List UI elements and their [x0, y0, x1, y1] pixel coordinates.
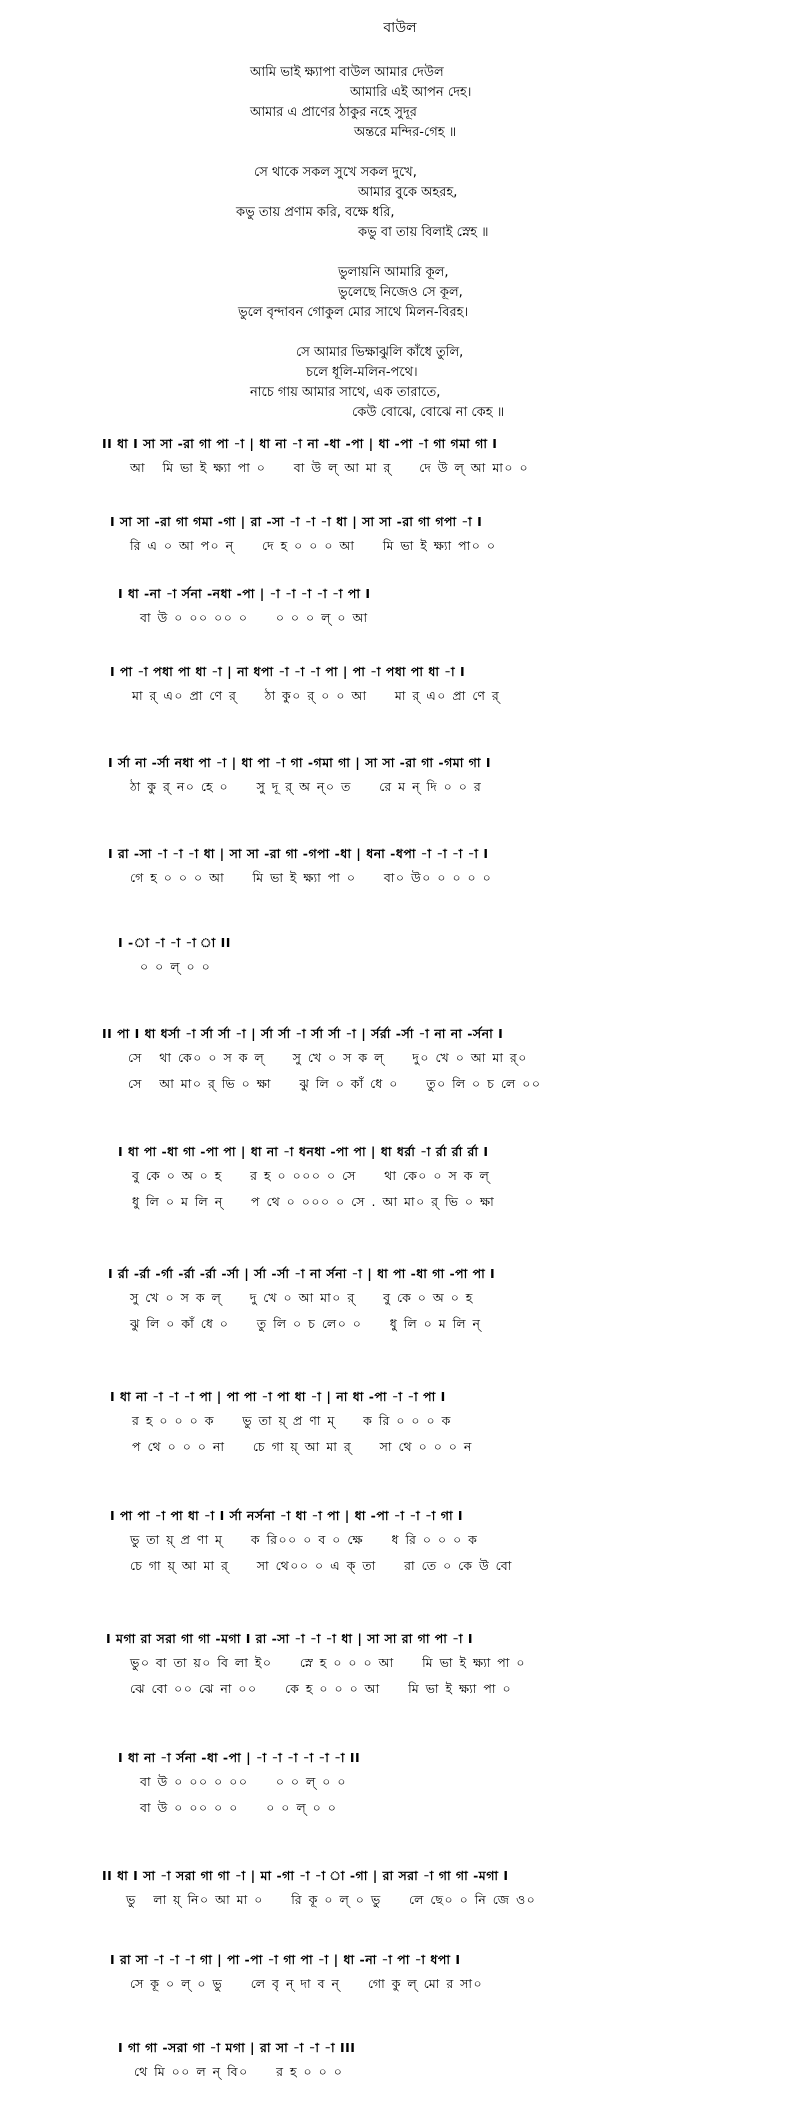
- poem-line: কেউ বোঝে, বোঝে না কেহ ॥: [352, 405, 505, 420]
- notation-notes: I মগা রা সরা গা গা -মগা I রা -সা -া -া -া ধা | সা সা রা গা পা -া I: [106, 1631, 474, 1646]
- notation-lyrics: থে মি ০০ ল ন্ বি০ র হ ০ ০ ০: [134, 2064, 344, 2079]
- notation-lyrics: ০ ০ ল্ ০ ০: [140, 959, 212, 974]
- notation-lyrics: সে থা কে০ ০ স ক ল্ সু খে ০ স ক ল্ দু০ খে ০ আ মা র্০: [128, 1050, 528, 1065]
- notation-lyrics: আ মি ভা ই ক্ষ্যা পা ০ বা উ ল্ আ মা র্ দে উ ল্ আ মা০ ০: [130, 460, 530, 475]
- poem-line: ভুলেছে নিজেও সে কূল,: [338, 285, 463, 300]
- poem-line: আমি ভাই ক্ষ্যাপা বাউল আমার দেউল: [250, 65, 444, 80]
- notation-notes: I রা সা -া -া -া গা | পা -পা -া গা পা -া | ধা -না -া পা -া ধপা I: [110, 1952, 461, 1967]
- notation-lyrics: র হ ০ ০ ০ ক ভু তা য়্ প্র ণা ম্ ক রি ০ ০ ০ ক: [132, 1413, 452, 1428]
- notation-lyrics: ঠা কু র্ ন০ হে ০ সু দূ র্ অ ন্০ ত রে ম ন্ দি ০ ০ র: [130, 779, 483, 794]
- poem-line: আমারি এই আপন দেহ।: [350, 85, 472, 100]
- notation-lyrics: প থে ০ ০ ০ না চে গা য়্ আ মা র্ সা থে ০ ০ ০ ন: [132, 1439, 473, 1454]
- poem-line: আমার বুকে অহরহ,: [358, 185, 458, 200]
- poem-line: সে আমার ভিক্ষাঝুলি কাঁধে তুলি,: [296, 345, 464, 360]
- notation-lyrics: বু কে ০ অ ০ হ র হ ০ ০০০ ০ সে থা কে০ ০ স ক ল্: [132, 1168, 491, 1183]
- poem-line: ভুলায়নি আমারি কূল,: [338, 265, 449, 280]
- notation-notes: I ধা পা -ধা গা -পা পা | ধা না -া ধনধা -পা পা | ধা ধর্রা -া র্রা র্রা র্রা I: [118, 1144, 489, 1159]
- poem-line: সে থাকে সকল সুখে সকল দুখে,: [254, 165, 417, 180]
- notation-lyrics: সে কূ ০ ল্ ০ ভু লে বৃ ন্ দা ব ন্ গো কু ল্ মো র সা০: [130, 1976, 484, 1991]
- notation-lyrics: বা উ ০ ০০ ০ ০০ ০ ০ ল্ ০ ০: [140, 1774, 348, 1789]
- poem-line: নাচে গায় আমার সাথে, এক তারাতে,: [250, 385, 441, 400]
- notation-notes: I পা পা -া পা ধা -া I র্সা নর্সনা -া ধা -া পা | ধা -পা -া -া -া গা I: [110, 1508, 464, 1523]
- notation-lyrics: ভু লা য়্ নি০ আ মা ০ রি কূ ০ ল্ ০ ভু লে ছে০ ০ নি জে ও০: [126, 1892, 537, 1907]
- poem-line: আমার এ প্রাণের ঠাকুর নহে সুদূর: [250, 105, 417, 120]
- poem-line: ভুলে বৃন্দাবন গোকুল মোর সাথে মিলন-বিরহ।: [238, 305, 469, 320]
- notation-notes: II ধা I সা -া সরা গা গা -া | মা -গা -া -া া -গা | রা সরা -া গা গা -মগা I: [102, 1868, 509, 1883]
- notation-notes: I রা -সা -া -া -া ধা | সা সা -রা গা -গপা -ধা | ধনা -ধপা -া -া -া -া I: [108, 846, 489, 861]
- notation-lyrics: সু খে ০ স ক ল্ দু খে ০ আ মা০ র্ বু কে ০ অ ০ হ: [130, 1290, 474, 1305]
- notation-lyrics: মা র্ এ০ প্রা ণে র্ ঠা কু০ র্ ০ ০ আ মা র্ এ০ প্রা ণে র্: [132, 688, 501, 703]
- notation-notes: I -া -া -া -া া II: [118, 935, 231, 950]
- notation-lyrics: ঝে বো ০০ ঝে না ০০ কে হ ০ ০ ০ আ মি ভা ই ক্ষ্যা পা ০: [130, 1681, 513, 1696]
- notation-lyrics: সে আ মা০ র্ ভি ০ ক্ষা ঝু লি ০ কাঁ ধে ০ তু০ লি ০ চ লে ০০: [128, 1076, 542, 1091]
- poem-line: কভু বা তায় বিলাই স্নেহ ॥: [358, 225, 489, 240]
- notation-lyrics: বা উ ০ ০০ ০০ ০ ০ ০ ০ ল্ ০ আ: [140, 610, 369, 625]
- notation-lyrics: ঝু লি ০ কাঁ ধে ০ তু লি ০ চ লে০ ০ ধু লি ০ ম লি ন্: [130, 1316, 482, 1331]
- notation-notes: I সা সা -রা গা গমা -গা | রা -সা -া -া -া ধা | সা সা -রা গা গপা -া I: [110, 514, 483, 529]
- notation-lyrics: ভু০ বা তা য়০ বি লা ই০ স্নে হ ০ ০ ০ আ মি ভা ই ক্ষ্যা পা ০: [130, 1655, 527, 1670]
- notation-notes: I র্সা না -র্সা নধা পা -া | ধা পা -া গা -গমা গা | সা সা -রা গা -গমা গা I: [108, 755, 491, 770]
- notation-lyrics: গে হ ০ ০ ০ আ মি ভা ই ক্ষ্যা পা ০ বা০ উ০ ০ ০ ০ ০: [130, 870, 493, 885]
- notation-notes: I পা -া পধা পা ধা -া | না ধপা -া -া -া পা | পা -া পধা পা ধা -া I: [110, 664, 466, 679]
- notation-notes: I ধা না -া -া -া পা | পা পা -া পা ধা -া | না ধা -পা -া -া পা I: [110, 1389, 446, 1404]
- poem-line: অন্তরে মন্দির-গেহ ॥: [354, 125, 457, 140]
- poem-line: কভু তায় প্রণাম করি, বক্ষে ধরি,: [236, 205, 395, 220]
- notation-notes: I গা গা -সরা গা -া মগা | রা সা -া -া -া III: [118, 2040, 356, 2055]
- notation-notes: I ধা না -া র্সনা -ধা -পা | -া -া -া -া -া -া II: [118, 1750, 361, 1765]
- notation-notes: I ধা -না -া র্সনা -নধা -পা | -া -া -া -া -া পা I: [118, 586, 371, 601]
- notation-lyrics: বা উ ০ ০০ ০ ০ ০ ০ ল্ ০ ০: [140, 1800, 338, 1815]
- notation-lyrics: ভু তা য়্ প্র ণা ম্ ক রি০০ ০ ব ০ ক্ষে ধ রি ০ ০ ০ ক: [130, 1532, 479, 1547]
- notation-notes: II পা I ধা ধর্সা -া র্সা র্সা -া | র্সা র্সা -া র্সা র্সা -া | র্সর্রা -র্সা -া না না -র্সনা I: [102, 1026, 504, 1041]
- notation-notes: II ধা I সা সা -রা গা পা -া | ধা না -া না -ধা -পা | ধা -পা -া গা গমা গা I: [102, 436, 498, 451]
- notation-lyrics: চে গা য়্ আ মা র্ সা থে০০ ০ এ ক্ তা রা তে ০ কে উ বো: [130, 1558, 513, 1573]
- poem-line: চলে ধূলি-মলিন-পথে।: [306, 365, 418, 380]
- notation-lyrics: ধু লি ০ ম লি ন্ প থে ০ ০০০ ০ সে . আ মা০ র্ ভি ০ ক্ষা: [132, 1194, 496, 1209]
- notation-notes: I র্রা -র্রা -র্গা -র্রা -র্রা -র্সা | র্সা -র্সা -া না র্সনা -া | ধা পা -ধা গা -পা পা I: [108, 1266, 496, 1281]
- song-title: বাউল: [383, 20, 417, 36]
- notation-lyrics: রি এ ০ আ প০ ন্ দে হ ০ ০ ০ আ মি ভা ই ক্ষ্যা পা০ ০: [130, 538, 497, 553]
